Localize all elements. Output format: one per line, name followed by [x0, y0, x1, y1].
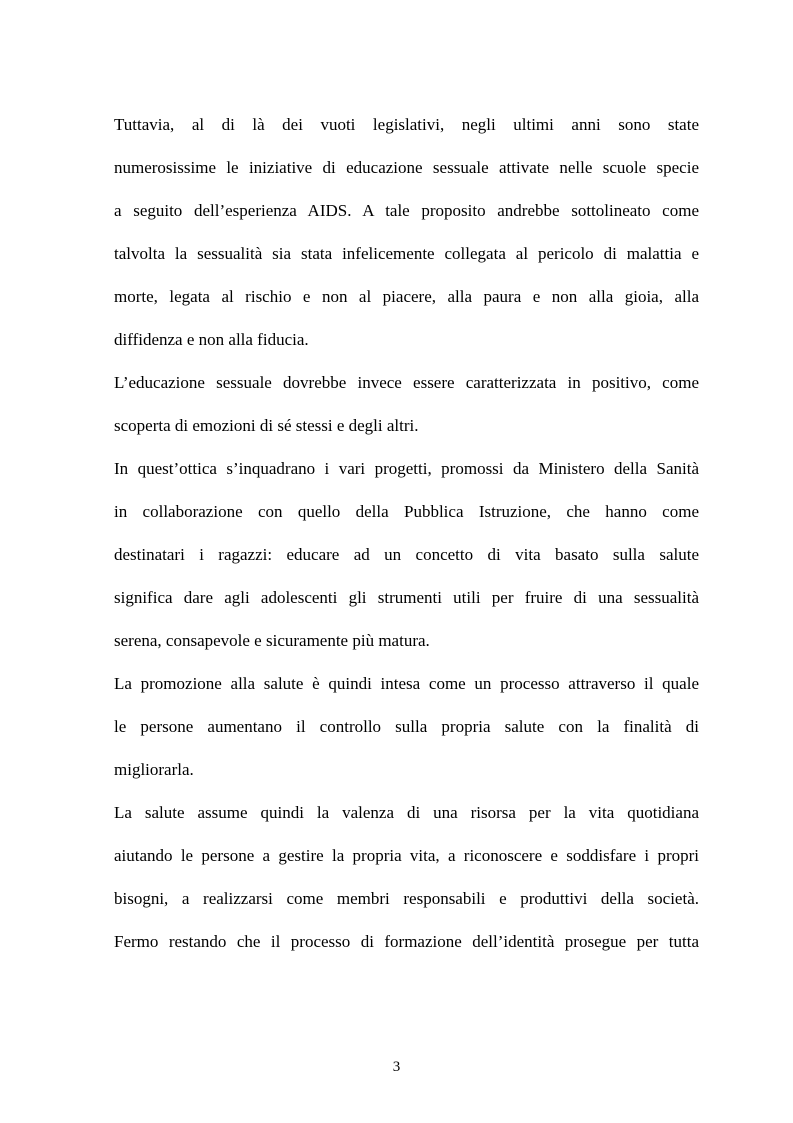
text-line: L’educazione sessuale dovrebbe invece essere caratterizzata in positivo, come	[114, 373, 699, 392]
text-line: morte, legata al rischio e non al piacere, alla paura e non alla gioia, alla	[114, 287, 699, 306]
text-line: diffidenza e non alla fiducia.	[114, 330, 309, 349]
text-line: destinatari i ragazzi: educare ad un concetto di vita basato sulla salute	[114, 545, 699, 564]
text-line: bisogni, a realizzarsi come membri responsabili e produttivi della società.	[114, 889, 699, 908]
text-line: talvolta la sessualità sia stata infelicemente collegata al pericolo di malattia e	[114, 244, 699, 263]
text-line: le persone aumentano il controllo sulla propria salute con la finalità di	[114, 717, 699, 736]
text-line: significa dare agli adolescenti gli strumenti utili per fruire di una sessualità	[114, 588, 699, 607]
text-line: La salute assume quindi la valenza di una risorsa per la vita quotidiana	[114, 803, 699, 822]
page-number: 3	[392, 1059, 401, 1075]
text-line: scoperta di emozioni di sé stessi e degli altri.	[114, 416, 419, 435]
text-line: La promozione alla salute è quindi intesa come un processo attraverso il quale	[114, 674, 699, 693]
text-line: Fermo restando che il processo di formazione dell’identità prosegue per tutta	[114, 932, 699, 951]
text-line: In quest’ottica s’inquadrano i vari progetti, promossi da Ministero della Sanità	[114, 459, 699, 478]
text-line: numerosissime le iniziative di educazione sessuale attivate nelle scuole specie	[114, 158, 699, 177]
text-line: serena, consapevole e sicuramente più matura.	[114, 631, 430, 650]
body-text	[114, 108, 699, 968]
text-line: in collaborazione con quello della Pubblica Istruzione, che hanno come	[114, 502, 699, 521]
text-line: Tuttavia, al di là dei vuoti legislativi, negli ultimi anni sono state	[114, 115, 699, 134]
text-line: aiutando le persone a gestire la propria vita, a riconoscere e soddisfare i propri	[114, 846, 699, 865]
text-line: migliorarla.	[114, 760, 194, 779]
text-line: a seguito dell’esperienza AIDS. A tale proposito andrebbe sottolineato come	[114, 201, 699, 220]
